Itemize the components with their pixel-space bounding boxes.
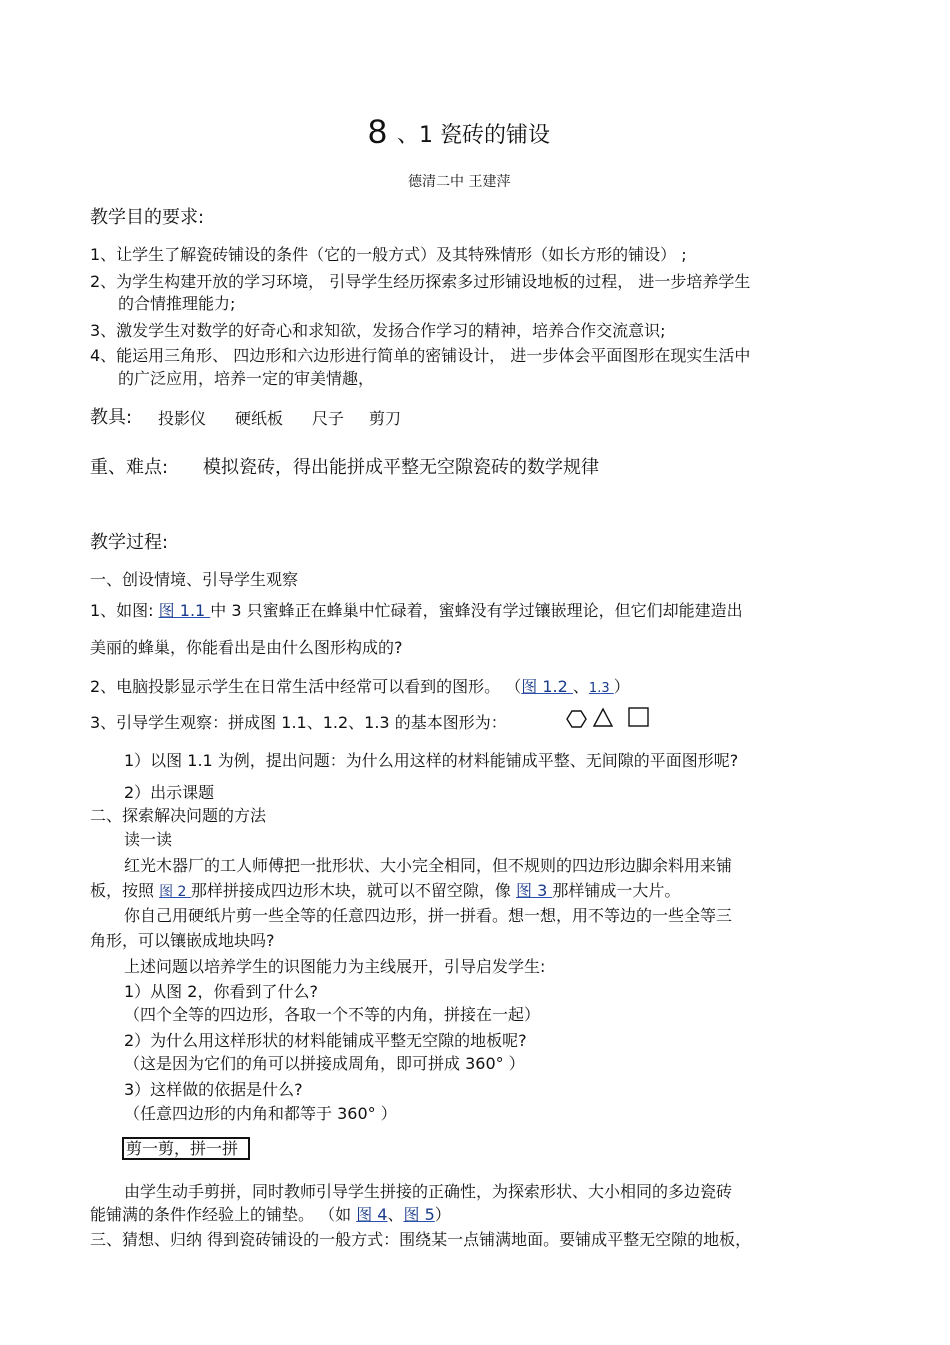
objectives-heading: 教学目的要求:: [90, 207, 205, 228]
text-span: 、: [572, 677, 589, 696]
section-heading: 一、创设情境、引导学生观察: [90, 570, 299, 589]
paragraph-line: [90, 881, 680, 902]
text-span: 中 3 只蜜蜂正在蜂巢中忙碌着，蜜蜂没有学过镶嵌理论，但它们却能建造出: [210, 601, 743, 620]
section-heading: 三、猜想、归纳 得到瓷砖铺设的一般方式：围绕某一点铺满地面。要铺成平整无空隙的地板，: [90, 1230, 752, 1249]
basic-shapes: [562, 706, 654, 736]
text-span: 、: [387, 1205, 404, 1224]
figure-link-1-3[interactable]: 1.3: [588, 681, 614, 696]
boxed-activity: [122, 1139, 250, 1159]
objective-item: 3、激发学生对数学的好奇心和求知欲，发扬合作学习的精神，培养合作交流意识;: [90, 321, 666, 340]
text-span: ）: [434, 1205, 451, 1224]
figure-link-1-1[interactable]: 图 1.1: [158, 601, 211, 620]
tool-item: 尺子: [312, 409, 345, 428]
answer-line: 1）从图 2，你看到了什么?: [124, 982, 318, 1001]
figure-link-3[interactable]: 图 3: [516, 881, 553, 900]
figure-link-1-2[interactable]: 图 1.2: [521, 677, 573, 696]
tools-label: 教具:: [90, 407, 133, 428]
difficulty-label: 重、难点:: [90, 457, 169, 478]
paragraph-line: [90, 677, 630, 699]
question-line: 2）出示课题: [124, 783, 215, 802]
figure-link-2[interactable]: 图 2: [159, 884, 191, 900]
page-title: 、1 瓷砖的铺设: [397, 123, 550, 148]
process-heading: 教学过程:: [90, 532, 169, 553]
hexagon-icon: [567, 711, 586, 727]
title-number: 8: [368, 113, 387, 151]
tool-item: 硬纸板: [235, 409, 284, 428]
text-span: 2、电脑投影显示学生在日常生活中经常可以看到的图形。 （: [90, 677, 522, 696]
text-span: 能铺满的条件作经验上的铺垫。 （如: [90, 1205, 357, 1224]
answer-line: 3）这样做的依据是什么?: [124, 1080, 303, 1099]
paragraph-line: 角形，可以镶嵌成地块吗?: [90, 931, 275, 950]
objective-item: 2、为学生构建开放的学习环境， 引导学生经历探索多过形铺设地板的过程， 进一步培养学生: [90, 272, 751, 291]
triangle-icon: [594, 709, 612, 726]
answer-line: （任意四边形的内角和都等于 360° ）: [124, 1104, 397, 1123]
paragraph-line: [90, 601, 743, 621]
text-span: 那样拼接成四边形木块，就可以不留空隙，像: [190, 881, 516, 900]
text-span: 1、如图:: [90, 601, 159, 620]
figure-link-5[interactable]: 图 5: [403, 1205, 435, 1224]
paragraph-line: 上述问题以培养学生的识图能力为主线展开，引导启发学生:: [124, 957, 546, 976]
boxed-label: 剪一剪，拼一拼: [122, 1137, 250, 1160]
objective-item: 1、让学生了解瓷砖铺设的条件（它的一般方式）及其特殊情形（如长方形的铺设） ;: [90, 245, 687, 264]
question-line: 1）以图 1.1 为例，提出问题：为什么用这样的材料能铺成平整、无间隙的平面图形呢?: [124, 751, 739, 770]
objective-item: 4、能运用三角形、 四边形和六边形进行简单的密铺设计， 进一步体会平面图形在现实生活中: [90, 346, 751, 365]
square-icon: [629, 708, 648, 726]
answer-line: （四个全等的四边形，各取一个不等的内角，拼接在一起）: [124, 1005, 541, 1024]
author-line: 德清二中 王建萍: [408, 174, 511, 190]
paragraph-line: 红光木器厂的工人师傅把一批形状、大小完全相同，但不规则的四边形边脚余料用来铺: [124, 856, 733, 875]
paragraph-line: 你自己用硬纸片剪一些全等的任意四边形，拼一拼看。想一想，用不等边的一些全等三: [124, 906, 733, 925]
figure-link-4[interactable]: 图 4: [356, 1205, 388, 1224]
answer-line: 2）为什么用这样形状的材料能铺成平整无空隙的地板呢?: [124, 1031, 527, 1050]
text-span: 那样铺成一大片。: [552, 881, 681, 900]
subheading: 读一读: [124, 830, 173, 849]
answer-line: （这是因为它们的角可以拼接成周角，即可拼成 360° ）: [124, 1054, 525, 1073]
paragraph-line: [90, 1205, 451, 1225]
paragraph-line: 美丽的蜂巢，你能看出是由什么图形构成的?: [90, 638, 403, 657]
paragraph-line: 3、引导学生观察：拼成图 1.1、1.2、1.3 的基本图形为：: [90, 713, 507, 732]
tool-item: 投影仪: [158, 409, 207, 428]
difficulty-text: 模拟瓷砖，得出能拼成平整无空隙瓷砖的数学规律: [203, 457, 599, 478]
shapes-svg: [562, 706, 654, 732]
objective-item: 的合情推理能力;: [118, 294, 236, 313]
section-heading: 二、探索解决问题的方法: [90, 806, 267, 825]
text-span: ）: [613, 677, 630, 696]
tool-item: 剪刀: [369, 409, 402, 428]
text-span: 板，按照: [90, 881, 160, 900]
paragraph-line: 由学生动手剪拼，同时教师引导学生拼接的正确性，为探索形状、大小相同的多边瓷砖: [124, 1182, 733, 1201]
objective-item: 的广泛应用，培养一定的审美情趣，: [118, 369, 375, 388]
